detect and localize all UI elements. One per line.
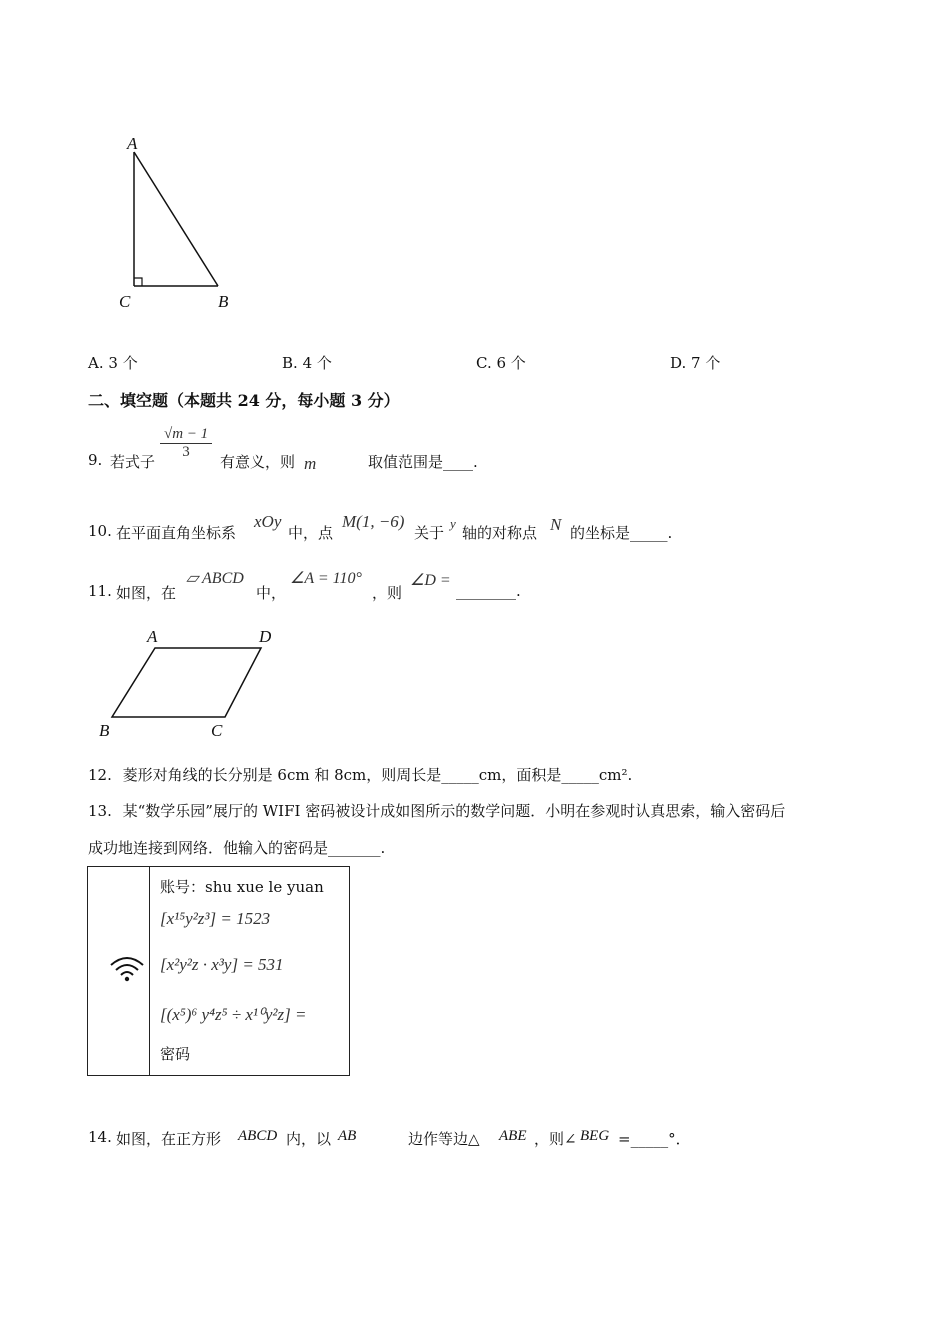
- wifi-equation-1: [x¹⁵y²z³] = 1523: [160, 909, 271, 928]
- option-letter: A.: [88, 354, 104, 372]
- question-number: 12.: [88, 766, 112, 784]
- question-text: 若式子: [110, 453, 156, 471]
- question-number: 13.: [88, 802, 112, 820]
- option-a: [88, 352, 138, 373]
- question-number: 11.: [88, 582, 112, 600]
- question-text: ，则∠: [534, 1130, 577, 1148]
- question-text: =_____°．: [618, 1130, 691, 1148]
- question-text: 某“数学乐园”展厅的 WIFI 密码被设计成如图所示的数学问题．小明在参观时认真思索，输入密码后: [122, 802, 786, 820]
- label-b: B: [218, 292, 229, 311]
- question-text: 轴的对称点: [462, 524, 538, 542]
- question-number: 10.: [88, 522, 112, 540]
- parallelogram-figure: [95, 622, 295, 744]
- option-text: 6 个: [496, 354, 526, 372]
- question-text: 中，点: [288, 524, 334, 542]
- math-expr: y: [450, 516, 456, 531]
- label-b: B: [99, 721, 110, 740]
- wifi-password-label: 密码: [160, 1045, 191, 1063]
- question-text: 有意义，则: [220, 453, 296, 471]
- math-expr: M(1, −6): [342, 512, 405, 531]
- wifi-icon-cell: [88, 867, 150, 1075]
- question-12: [88, 764, 632, 785]
- right-triangle-figure: [110, 130, 250, 320]
- question-number: 14.: [88, 1128, 112, 1146]
- wifi-equation-3: [(x⁵)⁶ y⁴z⁵ ÷ x¹⁰y²z] =: [160, 1005, 307, 1024]
- label-c: C: [211, 721, 223, 740]
- question-text: 如图，在: [116, 584, 177, 602]
- label-a: A: [127, 134, 138, 153]
- math-expr: ∠D =: [410, 572, 451, 589]
- question-11: [88, 566, 788, 602]
- question-13-line2: 成功地连接到网络．他输入的密码是_______.: [88, 839, 386, 857]
- math-expr: AB: [338, 1128, 357, 1144]
- option-letter: C.: [476, 354, 492, 372]
- math-expr: N: [550, 515, 562, 534]
- fraction-numerator: √m − 1: [160, 426, 212, 444]
- option-letter: D.: [670, 354, 687, 372]
- question-text: 关于: [414, 524, 445, 542]
- math-expr: ∠A = 110°: [290, 570, 362, 587]
- math-expr: ABE: [499, 1128, 527, 1144]
- option-letter: B.: [282, 354, 298, 372]
- fraction-denominator: 3: [182, 444, 190, 460]
- question-text: 中，: [256, 584, 287, 602]
- question-10: [88, 512, 788, 542]
- option-b: [282, 352, 332, 373]
- label-c: C: [119, 292, 131, 311]
- question-text: ________.: [456, 582, 521, 600]
- option-text: 7 个: [691, 354, 721, 372]
- question-text: 菱形对角线的长分别是 6cm 和 8cm，则周长是_____cm，面积是_____cm².: [122, 766, 633, 784]
- wifi-icon: [109, 955, 145, 983]
- label-d: D: [259, 627, 272, 646]
- question-text: 取值范围是____.: [368, 453, 478, 471]
- section-title: 二、填空题（本题共 24 分，每小题 3 分）: [88, 391, 400, 410]
- math-expr: ABCD: [238, 1128, 278, 1144]
- math-expr: xOy: [254, 512, 282, 531]
- question-13: [88, 800, 785, 821]
- question-text: 如图，在正方形: [116, 1130, 222, 1148]
- option-text: 3 个: [108, 354, 138, 372]
- option-d: [670, 352, 720, 373]
- math-expr: BEG: [580, 1128, 610, 1144]
- fraction: [160, 426, 212, 461]
- question-text: 的坐标是_____.: [570, 524, 673, 542]
- label-a: A: [147, 627, 158, 646]
- question-text: 内，以: [286, 1130, 332, 1148]
- math-var: m: [304, 454, 317, 473]
- question-14: [88, 1128, 788, 1152]
- math-expr: ▱ ABCD: [186, 570, 244, 587]
- option-text: 4 个: [302, 354, 332, 372]
- wifi-table: [87, 866, 350, 1076]
- question-text: ，则: [372, 584, 403, 602]
- question-text: 边作等边△: [408, 1130, 480, 1148]
- question-text: 在平面直角坐标系: [116, 524, 237, 542]
- question-number: 9.: [88, 451, 103, 469]
- option-c: [476, 352, 526, 373]
- wifi-account: 账号：shu xue le yuan: [160, 878, 324, 896]
- wifi-equation-2: [x²y²z · x³y] = 531: [160, 955, 284, 974]
